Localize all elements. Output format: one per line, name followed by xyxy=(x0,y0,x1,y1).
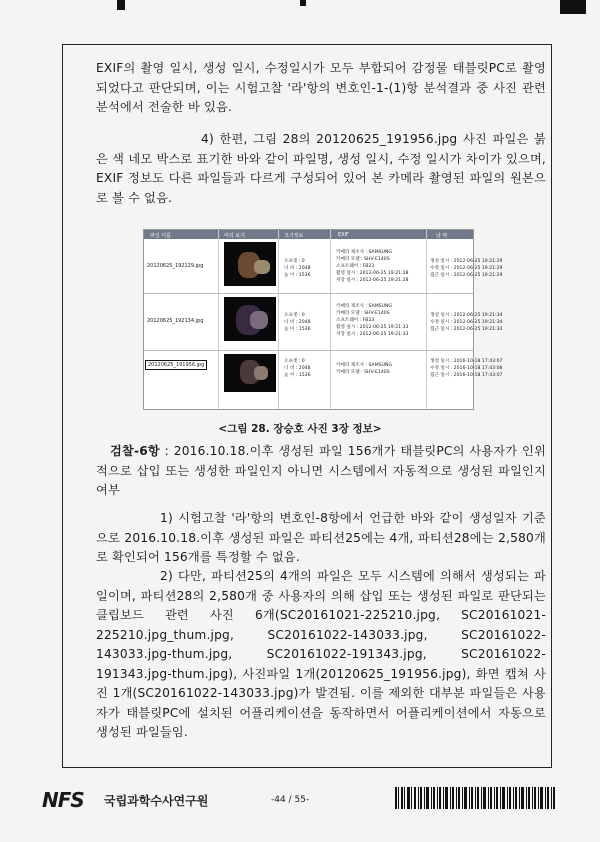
exif-line: 소프트웨어 : FB23 xyxy=(336,318,375,323)
exif-line: 촬영 일시 : 2012-06-25 19:21:33 xyxy=(336,325,409,330)
exif-line: 소프트웨어 : FB23 xyxy=(336,264,375,269)
section-prosecution-6 xyxy=(96,442,546,501)
size-height: 높 이 : 1536 xyxy=(284,373,311,378)
size-width: 너 비 : 2048 xyxy=(284,320,311,325)
exif-line: 카메라 제조사 : SAMSUNG xyxy=(336,304,392,309)
photo-thumbnail xyxy=(224,354,276,392)
size-height: 높 이 : 1536 xyxy=(284,273,311,278)
header-size: 크기정보 xyxy=(284,232,304,239)
exif-line: 카메라 모델 : SHV-E140S xyxy=(336,311,390,316)
date-line: 생성 일시 : 2012-06-25 19:21:29 xyxy=(430,259,503,264)
header-preview: 미리 보기 xyxy=(224,232,245,239)
scan-mark xyxy=(117,0,125,10)
scan-mark xyxy=(300,0,306,6)
exif-line: 카메라 제조사 : SAMSUNG xyxy=(336,250,392,255)
table-row-filename: 20120625_192129.jpg xyxy=(147,263,204,269)
date-line: 생성 일시 : 2016-10-18 17:43:07 xyxy=(430,359,503,364)
header-dates: 날 짜 xyxy=(436,232,448,239)
date-line: 접근 일시 : 2012-06-25 19:21:34 xyxy=(430,327,503,332)
header-filename: 파일 이름 xyxy=(150,232,171,239)
date-line: 접근 일시 : 2012-06-25 19:21:29 xyxy=(430,273,503,278)
photo-thumbnail xyxy=(224,297,276,341)
size-offset: 오프셋 : 0 xyxy=(284,259,305,264)
paragraph-item-1: 1) 시험고찰 '라'항의 변호인-8항에서 언급한 바와 같이 생성일자 기준으로 2016.10.18.이후 생성된 파일은 파티션25에는 4개, 파티션28에는 2,580개로 확인되어 156개를 특정할 수 없음. xyxy=(96,511,546,564)
header-exif: EXIF xyxy=(338,231,349,238)
table-header xyxy=(144,230,473,239)
size-height: 높 이 : 1536 xyxy=(284,327,311,332)
paragraph-exif-match: EXIF의 촬영 일시, 생성 일시, 수정일시가 모두 부합되어 감정물 태블릿PC로 촬영되었다고 판단되며, 이는 시험고찰 '라'항의 변호인-1-(1)항 분석결과 중 사진 관련 분석에서 전술한 바 있음. xyxy=(96,61,546,114)
barcode-icon xyxy=(395,787,555,809)
table-row-filename-highlighted: 20120625_191956.jpg xyxy=(145,360,207,370)
table-row-filename: 20120625_192134.jpg xyxy=(147,318,204,324)
photo-thumbnail xyxy=(224,242,276,286)
section-label: 검찰-6항 xyxy=(110,444,160,458)
exif-line: 촬영 일시 : 2012-06-25 19:21:28 xyxy=(336,271,409,276)
size-width: 너 비 : 2048 xyxy=(284,266,311,271)
paragraph-item-2: 2) 다만, 파티션25의 4개의 파일은 모두 시스템에 의해서 생성되는 파일이며, 파티션28의 2,580개 중 사용자의 의해 삽입 또는 생성된 파일로 판단되는 클립보드 관련 사진 6개(SC20161021-225210.jpg, SC20161021-225210.jpg_thum.jpg, SC20161022-143033.jpg, SC20161022-143033.jpg-thum.jpg, SC20161022-191343.jpg, SC20161022-191343.jpg-thum.jpg), 사진파일 1개(20120625_191956.jpg), 화면 캡쳐 사진 1개(SC20161022-143033.jpg)가 발견됨. 이를 제외한 대부분 파일들은 사용자가 태블릿PC에 설치된 어플리케이션을 동작하면서 어플리케이션에서 자동으로 생성된 파일들임. xyxy=(96,569,546,739)
date-line: 생성 일시 : 2012-06-25 19:21:34 xyxy=(430,313,503,318)
date-line: 수정 일시 : 2012-06-25 19:21:34 xyxy=(430,320,503,325)
date-line: 수정 일시 : 2016-10-18 17:43:08 xyxy=(430,366,503,371)
exif-line: 카메라 모델 : SHV-E140S xyxy=(336,370,390,375)
scan-mark xyxy=(560,0,586,14)
date-line: 접근 일시 : 2016-10-18 17:43:07 xyxy=(430,373,503,378)
exif-line: 저장 일시 : 2012-06-25 19:21:33 xyxy=(336,332,409,337)
page-number: -44 / 55- xyxy=(271,795,310,805)
exif-line: 저장 일시 : 2012-06-25 19:21:28 xyxy=(336,278,409,283)
size-offset: 오프셋 : 0 xyxy=(284,313,305,318)
exif-line: 카메라 모델 : SHV-E140S xyxy=(336,257,390,262)
organization-name: 국립과학수사연구원 xyxy=(104,794,209,808)
date-line: 수정 일시 : 2012-06-25 19:21:29 xyxy=(430,266,503,271)
size-offset: 오프셋 : 0 xyxy=(284,359,305,364)
nfs-logo: NFS xyxy=(42,788,84,812)
size-width: 너 비 : 2048 xyxy=(284,366,311,371)
exif-line: 카메라 제조사 : SAMSUNG xyxy=(336,363,392,368)
section-text: : 2016.10.18.이후 생성된 파일 156개가 태블릿PC의 사용자가 인위적으로 삽입 또는 생성한 파일인지 아니면 시스템에서 자동적으로 생성된 파일인지 여부 xyxy=(96,444,546,497)
figure-caption: <그림 28. 장승호 사진 3장 정보> xyxy=(218,423,382,435)
paragraph-item-4: 4) 한편, 그림 28의 20120625_191956.jpg 사진 파일은 붉은 색 네모 박스로 표기한 바와 같이 파일명, 생성 일시, 수정 일시가 차이가 있으며, EXIF 정보도 다른 파일들과 다르게 구성되어 있어 본 카메라 촬영된 파일의 원본으로 볼 수 없음. xyxy=(96,132,546,205)
exif-table-figure xyxy=(143,229,503,410)
